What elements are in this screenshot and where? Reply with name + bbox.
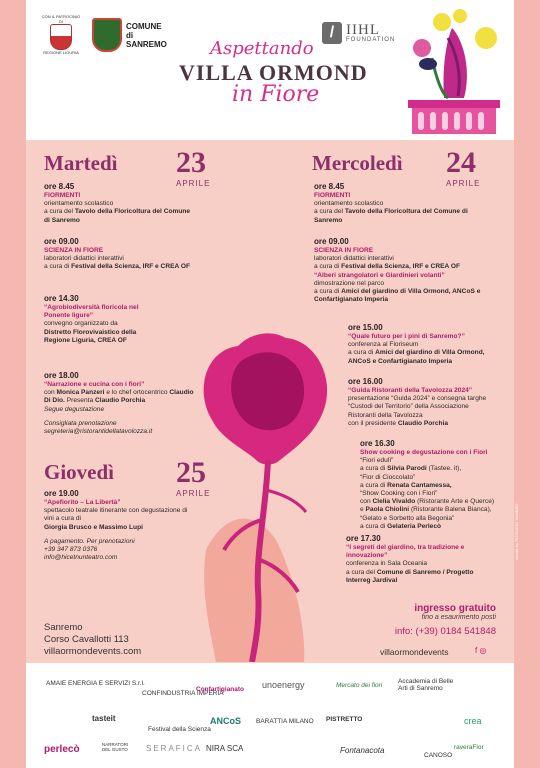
venue-address: Sanremo Corso Cavallotti 113 [44, 622, 129, 645]
sponsor-logo: Fontanacota [340, 746, 385, 755]
month-tuesday: APRILE [176, 179, 211, 188]
day-tuesday: Martedì [44, 151, 118, 175]
event-wed-0845: ore 8.45 FIORMENTI orientamento scolastico a cura del Tavolo della Floricoltura del Comune di Sanremo [314, 182, 468, 224]
event-wed-1600: ore 16.00 “Guida Ristoranti della Tavolozza 2024” presentazione “Guida 2024” e consegna targhe “Custodi del Territorio” della Associazione Ristoranti della Tavolozza con il presidente Claudio Porchia [348, 377, 487, 427]
sponsor-logo: CONFINDUSTRIA IMPERIA [142, 690, 224, 697]
statue-balcony-illustration [402, 8, 506, 136]
comune-sanremo-logo [92, 18, 170, 52]
date-thursday: 25 [176, 456, 206, 489]
free-entry-note: fino a esaurimento posti [421, 614, 496, 621]
day-thursday: Giovedì [44, 460, 115, 484]
header [26, 0, 514, 140]
sponsor-logo: PISTRETTO [326, 716, 363, 723]
info-phone: info: (+39) 0184 541848 [394, 626, 496, 637]
event-thu-1900: ore 19.00 “Apefiorito – La Libertà” spettacolo teatrale itinerante con degustazione di vini a cura di Giorgia Brusco e Massimo Lupi A pagamento. Per prenotazioni +39 347 873 0376 info@hicetnunteatro.com [44, 489, 188, 562]
iihl-foundation-logo [322, 22, 395, 44]
comune-label: COMUNE di SANREMO [126, 21, 167, 49]
liguria-crest-icon [50, 24, 72, 50]
event-wed-1730: ore 17.30 “I segreti del giardino, tra tradizione e innovazione” conferenza in Sala Oceania a cura del Comune di Sanremo / Progetto Interreg Jardival [346, 534, 474, 584]
month-thursday: APRILE [176, 489, 211, 498]
sponsor-logo: perlecò [44, 744, 80, 755]
facebook-icon[interactable]: f [475, 646, 478, 655]
event-wed-1500: ore 15.00 “Quale futuro per i pini di Sanremo?” conferenza al Floriseum a cura di Amici del giardino di Villa Ormond, ANCoS e Confartigianato Imperia [348, 323, 485, 365]
region-label: REGIONE LIGURIA [43, 50, 79, 55]
sponsor-logo: NARRATORI DEL GUSTO [102, 742, 129, 752]
foundation-sub: FOUNDATION [346, 37, 396, 43]
thistle-flower-illustration [186, 310, 356, 662]
event-desc: orientamento scolastico [44, 200, 114, 208]
date-tuesday: 23 [176, 146, 206, 179]
event-tue-1800: ore 18.00 “Narrazione e cucina con i fiori” con Monica Panzeri e lo chef ortocentrico Claudio Di Dio. Presenta Claudio Porchia Segue degustazione Consigliata prenotazione segreteria@ristorantidellatavolozza.it [44, 371, 194, 436]
event-tue-0845 [44, 181, 194, 225]
sponsor-logo: NIRA SCA [206, 744, 244, 753]
free-entry-title: ingresso gratuito [414, 603, 496, 614]
social-icons [475, 646, 486, 655]
event-wed-1630: ore 16.30 Show cooking e degustazione con i Fiori “Fiori edulì” a cura di Silvia Parodi (Tastee. it), “Fior di Cioccolato” a cura di Renata Cantamessa, “Show Cooking con i Fiori” con Clelia Vivaldo (Ristorante Arte e Querce) e Paola Chiolini (Ristorante Balena Bianca), “Gelato e Sorbetto alla Begonia” a cura di Gelateria Perlecò [360, 439, 495, 530]
instagram-icon[interactable]: ◎ [479, 646, 487, 655]
sponsor-logo: CANOSO [424, 752, 453, 759]
event-tue-1430: ore 14.30 “Agrobiodiversità floricola nel Ponente ligure” convegno organizzato da Distretto Florovivaistico della Regione Liguria, CREA OF [44, 294, 139, 344]
sponsor-logo: tasteit [92, 714, 116, 723]
sanremo-shield-icon [92, 18, 122, 52]
event-credit: a cura del Tavolo della Floricoltura del Comune di Sanremo [44, 208, 191, 224]
foundation-name: IIHL [346, 22, 380, 38]
sponsor-logo: Confartigianato [196, 686, 245, 693]
sponsor-logo: Festival della Scienza [148, 726, 211, 733]
event-tue-0900: ore 09.00 SCIENZA IN FIORE laboratori didattici interattivi a cura di Festival della Scienza, IRF e CREA OF [44, 237, 190, 271]
sponsor-logo: SERAFICA [146, 744, 203, 753]
sponsor-logo: BARATTIA MILANO [256, 718, 314, 725]
iihl-mark-icon: / [322, 22, 342, 44]
title-fiore: in Fiore [232, 82, 320, 107]
sponsor-logo: AMAIE ENERGIA E SERVIZI S.r.l. [46, 680, 145, 687]
design-credit: credits by ROSSANO ZAMBRO [514, 503, 519, 560]
sponsor-logo: unoenergy [262, 680, 305, 690]
month-wednesday: APRILE [446, 179, 481, 188]
title-script: Aspettando [210, 38, 314, 59]
booking-note: Consigliata prenotazione segreteria@ristorantidellatavolozza.it [44, 419, 153, 436]
day-wednesday: Mercoledì [312, 151, 403, 175]
social-handle[interactable]: villaormondevents [380, 647, 449, 657]
patrocinio-label: CON IL PATROCINIO DI [41, 14, 81, 24]
event-wed-0900: ore 09.00 SCIENZA IN FIORE laboratori didattici interattivi a cura di Festival della Scienza, IRF e CREA OF “Alberi strangolatori e Giardinieri volanti” dimostrazione nel parco a cura di Amici del giardino di Villa Ormond, ANCoS e Confartigianato Imperia [314, 237, 481, 304]
regione-liguria-logo [40, 14, 82, 55]
sponsor-logo: crea [464, 716, 482, 726]
event-time: ore 8.45 [44, 182, 75, 191]
free-entry [384, 603, 496, 621]
sponsor-logo: Mercato dei fiori [336, 682, 383, 689]
sponsor-logo: raveraFlor [454, 744, 484, 751]
date-wednesday: 24 [446, 146, 476, 179]
event-title: FIORMENTI [44, 192, 81, 199]
website-link[interactable]: villaormondevents.com [44, 646, 142, 657]
sponsor-logo: Accademia di Belle Arti di Sanremo [398, 678, 454, 692]
page-title: VILLA ORMOND [179, 60, 368, 85]
sponsor-logo: ANCoS [210, 716, 241, 726]
